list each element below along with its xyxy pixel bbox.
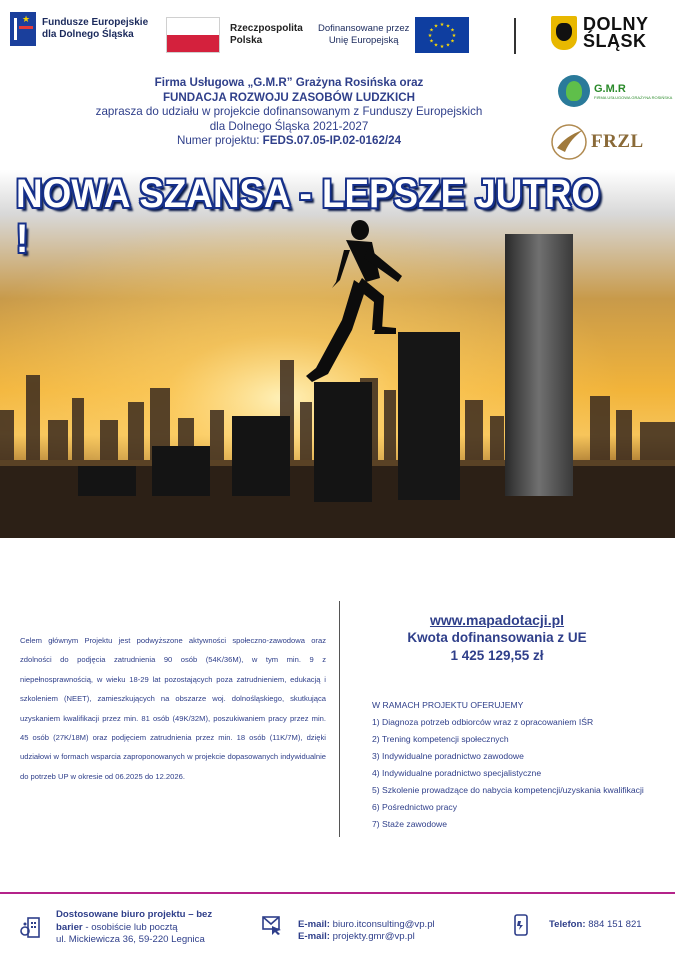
office-line-2 <box>56 922 212 935</box>
svg-text:★: ★ <box>440 22 445 28</box>
fundusze-europejskie-text: Fundusze Europejskie dla Dolnego Śląska <box>42 17 149 40</box>
website-link[interactable]: www.mapadotacji.pl <box>429 612 565 628</box>
phone-number[interactable]: 884 151 821 <box>585 919 642 930</box>
frzl-bird-icon <box>549 122 589 162</box>
svg-text:★: ★ <box>452 33 457 39</box>
eu-logo <box>318 17 469 53</box>
project-number-line <box>44 134 534 149</box>
eu-flag-icon <box>415 17 469 53</box>
intro-line-4: dla Dolnego Śląska 2021-2027 <box>209 119 369 133</box>
funding-amount: 1 425 129,55 zł <box>450 648 544 663</box>
fundusze-europejskie-logo <box>10 12 148 46</box>
offer-item: 3) Indywidualne poradnictwo zawodowe <box>372 751 524 761</box>
offer-title: W RAMACH PROJEKTU OFERUJEMY <box>372 700 524 710</box>
frzl-text: FRZL <box>591 131 644 152</box>
phone-icon <box>514 914 528 936</box>
dolny-slask-text: DOLNY ŚLĄSK <box>583 14 649 51</box>
eagle-crest-icon <box>551 16 577 50</box>
column-divider <box>339 601 340 837</box>
offer-item: 6) Pośrednictwo pracy <box>372 802 458 812</box>
email-address-2[interactable]: projekty.gmr@vp.pl <box>330 931 415 942</box>
email-address-1[interactable]: biuro.itconsulting@vp.pl <box>330 919 435 930</box>
svg-text:★: ★ <box>434 42 439 49</box>
email-info <box>298 919 435 943</box>
fundusze-europejskie-icon: ★ <box>10 12 36 46</box>
office-contact-mode: - osobiście lub pocztą <box>82 921 178 933</box>
project-description: Celem głównym Projektu jest podwyższone aktywności społeczno-zawodowa oraz zdolności do podjęcia zatrudnienia 90 osób (54K/36M), w tym min. 9 z niepełnosprawnością, w wieku 18-29 lat pozostających poza zatrudnieniem, edukacją i szkoleniem (NEET), zamieszkujących na obszarze woj. dolnośląskiego, skutkująca uzyskaniem kwalifikacji przez min. 81 osób (49K/32M), poszukiwaniem pracy przez min. 45 osób (27K/18M) oraz podjęciem zatrudnienia przez min. 18 osób (11K/7M), dzięki udziałowi w formach wsparcia zaproponowanych w projekcie dopasowanych indywidualnie do potrzeb UP w okresie od 06.2025 do 12.2026. <box>20 636 326 781</box>
rzeczpospolita-logo <box>166 17 303 53</box>
intro-line-2: FUNDACJA ROZWOJU ZASOBÓW LUDZKICH <box>162 90 416 104</box>
svg-text:★: ★ <box>428 33 433 39</box>
intro-text <box>44 76 534 149</box>
email-row-2 <box>298 931 435 943</box>
footer <box>0 894 675 958</box>
office-address: ul. Mickiewicza 36, 59-220 Legnica <box>56 934 205 945</box>
project-number-label: Numer projektu: <box>176 134 263 147</box>
eu-text: Dofinansowane przez Unię Europejską <box>318 23 410 46</box>
offer-list <box>372 714 644 833</box>
svg-text:★: ★ <box>429 38 435 45</box>
project-office-info <box>56 909 212 947</box>
svg-text:★: ★ <box>446 42 451 49</box>
dolny-slask-logo <box>551 16 649 50</box>
gmr-logo <box>558 75 672 107</box>
email-icon <box>262 914 284 936</box>
svg-text:★: ★ <box>446 23 451 30</box>
intro-line-1: Firma Usługowa „G.M.R” Grażyna Rosińska oraz <box>154 76 424 89</box>
logo-bar <box>0 0 675 70</box>
polish-flag-icon <box>166 17 220 53</box>
offer-item: 1) Diagnoza potrzeb odbiorców wraz z opracowaniem IŚR <box>372 717 594 727</box>
offer-item: 2) Trening kompetencji społecznych <box>372 734 509 744</box>
rzeczpospolita-text: Rzeczpospolita Polska <box>230 23 303 46</box>
gmr-subtitle: FIRMA USŁUGOWA GRAŻYNA ROSIŃSKA <box>594 94 673 100</box>
svg-text:★: ★ <box>429 27 435 34</box>
svg-text:★: ★ <box>450 27 456 34</box>
funding-block <box>372 612 662 663</box>
offer-section <box>372 700 644 833</box>
project-number: FEDS.07.05-IP.02-0162/24 <box>262 134 402 147</box>
office-barier: barier <box>56 921 83 933</box>
logo-separator <box>514 18 516 54</box>
email-label: E-mail: <box>298 919 330 930</box>
intro-line-3: zaprasza do udziału w projekcie dofinansowanym z Funduszy Europejskich <box>95 105 483 118</box>
email-row-1 <box>298 919 435 931</box>
gmr-name: G.M.R <box>594 82 626 95</box>
offer-item: 7) Staże zawodowe <box>372 819 447 829</box>
gmr-globe-icon <box>558 75 590 107</box>
svg-text:★: ★ <box>440 44 445 50</box>
offer-item: 4) Indywidualne poradnictwo specjalistyczne <box>372 768 542 778</box>
phone-info <box>549 919 642 930</box>
phone-label: Telefon: <box>549 919 586 930</box>
accessible-building-icon <box>20 916 40 938</box>
offer-item: 5) Szkolenie prowadzące do nabycia kompetencji/uzyskania kwalifikacji <box>372 785 644 795</box>
svg-text:★: ★ <box>450 38 456 45</box>
svg-text:★: ★ <box>434 23 439 30</box>
funding-label: Kwota dofinansowania z UE <box>407 630 587 645</box>
office-title: Dostosowane biuro projektu – bez <box>56 909 213 920</box>
hero-title: NOWA SZANSA - LEPSZE JUTRO ! <box>16 172 601 261</box>
email-label: E-mail: <box>298 931 330 942</box>
frzl-logo <box>549 122 644 162</box>
